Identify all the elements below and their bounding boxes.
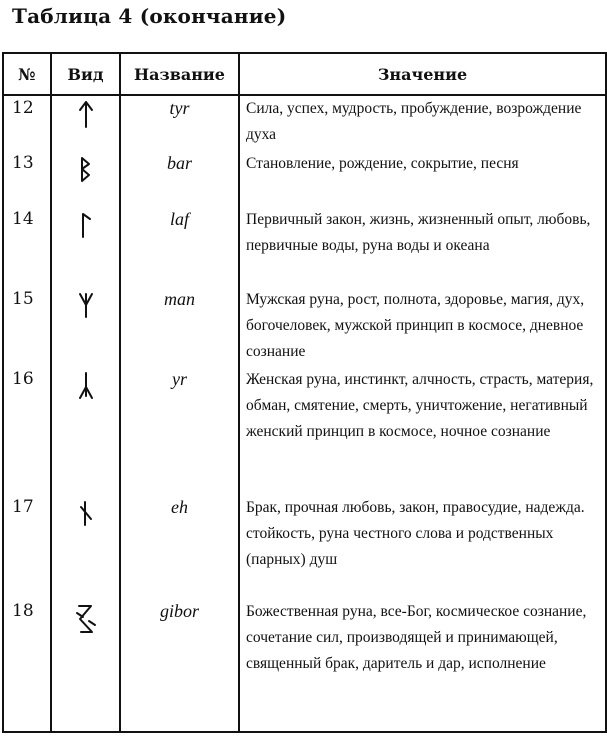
rune-name: eh [120,495,239,599]
table-row [3,95,606,151]
row-number: 17 [3,495,51,599]
rune-name: man [120,287,239,367]
table-row [3,367,606,495]
header-num: № [3,53,51,95]
rune-name: yr [120,367,239,495]
rune-name: gibor [120,599,239,732]
rune-meaning: Мужская руна, рост, полнота, здоровье, магия, дух, богочеловек, мужской принцип в космосе, дневное сознание [239,287,606,367]
rune-meaning: Женская руна, инстинкт, алчность, страсть, материя, обман, смятение, смерть, уничтожение, негативный женский принцип в космосе, ночное сознание [239,367,606,495]
rune-meaning: Первичный закон, жизнь, жизненный опыт, любовь, первичные воды, руна воды и океана [239,207,606,287]
row-number: 15 [3,287,51,367]
row-number: 14 [3,207,51,287]
table-caption: Таблица 4 (окончание) [12,4,287,28]
header-meaning: Значение [239,53,606,95]
table-row [3,599,606,732]
table-row [3,495,606,599]
header-row [3,53,606,95]
eh-rune-icon [75,498,97,528]
table-row [3,151,606,207]
header-name: Название [120,53,239,95]
rune-meaning: Становление, рождение, сокрытие, песня [239,151,606,207]
tyr-rune-icon [75,99,97,129]
rune-name: laf [120,207,239,287]
rune-table [2,52,607,733]
yr-rune-icon [75,370,97,400]
table-row [3,207,606,287]
gibor-rune-icon [73,602,99,636]
rune-meaning: Божественная руна, все-Бог, космическое сознание, сочетание сил, производящей и принимающей, священный брак, даритель и дар, исполнение [239,599,606,732]
rune-name: tyr [120,95,239,151]
row-number: 13 [3,151,51,207]
man-rune-icon [75,290,97,320]
row-number: 12 [3,95,51,151]
table-row [3,287,606,367]
row-number: 16 [3,367,51,495]
row-number: 18 [3,599,51,732]
rune-meaning: Сила, успех, мудрость, пробуждение, возрождение духа [239,95,606,151]
rune-meaning: Брак, прочная любовь, закон, правосудие, надежда. стойкость, руна честного слова и родственных (парных) душ [239,495,606,599]
header-glyph: Вид [51,53,120,95]
bar-rune-icon [75,154,97,184]
laf-rune-icon [75,210,97,240]
rune-name: bar [120,151,239,207]
